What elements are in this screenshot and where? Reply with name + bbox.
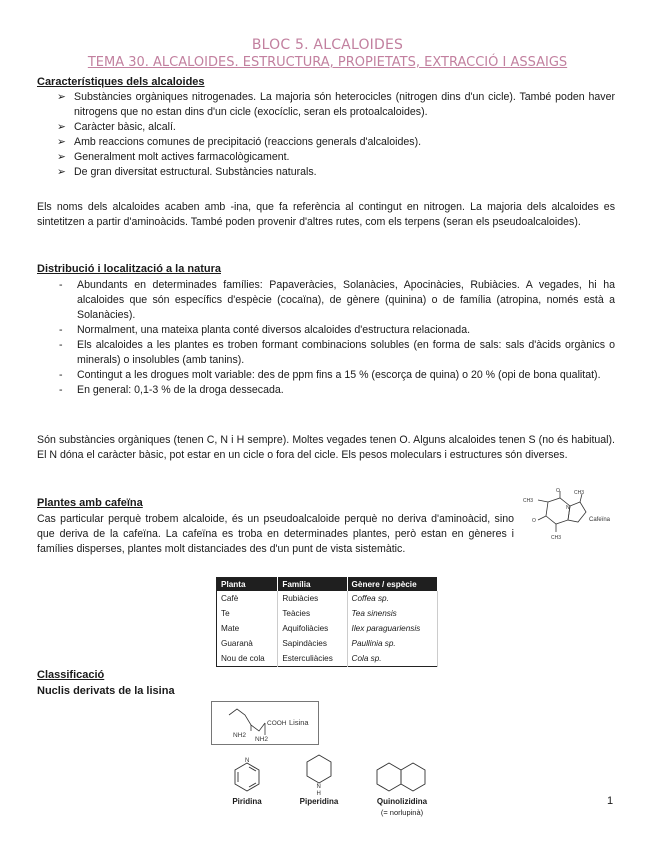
svg-text:CH3: CH3 [551,535,562,541]
table-cell: Teàcies [278,606,347,621]
structure-note-quinolizidine: (= norlupinà) [380,808,424,817]
list-item: - Abundants en determinades famílies: Papaveràcies, Solanàcies, Apocinàcies, Rubiàcies. A vegades, hi ha alcaloides que són específics d'espècie (cocaïna), de gènere (quinina) o de família (atropina, només està a Solanàcies). [59,279,615,321]
page-title: BLOC 5. ALCALOIDES [251,37,404,53]
column-header: Gènere / espècie [347,578,437,592]
list-item: - Contingut a les drogues molt variable: des de ppm fins a 15 % (escorça de quina) o 20 % (opi de bona qualitat). [59,369,601,381]
svg-text:CH3: CH3 [523,498,534,504]
table-cell: Nou de cola [217,651,278,667]
table-row [217,636,438,651]
svg-text:NH2: NH2 [233,732,247,739]
svg-text:O: O [556,488,560,494]
svg-text:COOH: COOH [267,720,287,727]
svg-text:H: H [316,791,321,797]
column-header: Planta [217,578,278,592]
svg-text:O: O [532,518,536,524]
pyridine-structure [231,760,263,796]
table-cell: Coffea sp. [347,591,437,606]
table-cell: Cafè [217,591,278,606]
structure-label-quinolizidine: Quinolizidina [376,797,428,806]
table-cell: Esterculiàcies [278,651,347,667]
table-cell: Cola sp. [347,651,437,667]
table-row [217,591,438,606]
list-item: ➢ De gran diversitat estructural. Substàncies naturals. [57,166,317,178]
table-cell: Te [217,606,278,621]
svg-text:N: N [316,784,321,790]
section-heading-distribution: Distribució i localització a la natura [37,263,221,275]
table-row [217,621,438,636]
characteristics-paragraph: Els noms dels alcaloides acaben amb -ina, que fa referència al contingut en nitrogen. La majoria dels alcaloides es sintetitzen a partir d'aminoàcids. També poden provenir d'altres rutes, com els terpens (seran els pseudoalcaloides). [37,201,615,228]
table-cell: Aquifoliàcies [278,621,347,636]
table-cell: Paullinia sp. [347,636,437,651]
structure-label-pyridine: Piridina [232,797,262,806]
table-cell: Tea sinensis [347,606,437,621]
plants-table [216,577,438,667]
table-cell: Guaranà [217,636,278,651]
subheading-lysine-nuclei: Nuclis derivats de la lisina [37,685,175,697]
caffeine-label: Cafeïna [589,517,611,523]
table-cell: Ilex paraguariensis [347,621,437,636]
list-item: - En general: 0,1-3 % de la droga dessecada. [59,384,284,396]
caffeine-paragraph: Cas particular perquè trobem alcaloide, és un pseudoalcaloide perquè no deriva d'aminoàcid, sino que deriva de la cafeïna. La cafeïna es troba en determinades plantes, però estan en gèneres i famílies disperses, plantes molt distanciades des d'un punt de vista sistemàtic. [37,513,514,555]
svg-text:N: N [245,758,250,764]
distribution-paragraph: Són substàncies orgàniques (tenen C, N i H sempre). Moltes vegades tenen O. Alguns alcaloides tenen S (no és habitual). El N dóna el caràcter bàsic, pot estar en un cicle o fora del cicle. Els pesos moleculars i estructures són diverses. [37,434,615,461]
table-cell: Sapindàcies [278,636,347,651]
table-cell: Mate [217,621,278,636]
list-item: ➢ Generalment molt actives farmacològicament. [57,151,290,163]
characteristics-list [57,90,615,180]
section-heading-characteristics: Característiques dels alcaloides [37,76,205,88]
lysine-structure [211,701,319,745]
list-item: - Normalment, una mateixa planta conté diversos alcaloides d'estructura relacionada. [59,324,471,336]
svg-text:CH3: CH3 [574,490,585,496]
list-item: ➢ Substàncies orgàniques nitrogenades. La majoria són heterocicles (nitrogen dins d'un cicle). També poden haver nitrogens que no estan dins d'un cicle (exocíclic, seran els protoalcaloides). [57,91,615,118]
section-heading-classification: Classificació [37,669,105,681]
quinolizidine-structure [374,760,430,794]
svg-text:N: N [566,505,570,511]
column-header: Família [278,578,347,592]
svg-text:NH2: NH2 [255,736,269,743]
lysine-label: Lisina [289,718,309,727]
table-row [217,651,438,667]
distribution-list [59,278,615,398]
piperidine-structure [303,752,335,796]
page-number: 1 [607,795,614,807]
structure-label-piperidine: Piperidina [299,797,339,806]
caffeine-structure [520,488,620,546]
table-row [217,606,438,621]
table-header-row [217,578,438,592]
list-item: - Els alcaloides a les plantes es troben formant combinacions solubles (en forma de sals: sals d'àcids orgànics o minerals) o insolubles (amb tanins). [59,339,615,366]
list-item: ➢ Amb reaccions comunes de precipitació (reaccions generals d'alcaloides). [57,136,422,148]
section-heading-caffeine: Plantes amb cafeïna [37,497,143,509]
list-item: ➢ Caràcter bàsic, alcalí. [57,121,176,133]
table-cell: Rubiàcies [278,591,347,606]
page-subtitle: TEMA 30. ALCALOIDES. ESTRUCTURA, PROPIETATS, EXTRACCIÓ I ASSAIGS [87,55,568,70]
